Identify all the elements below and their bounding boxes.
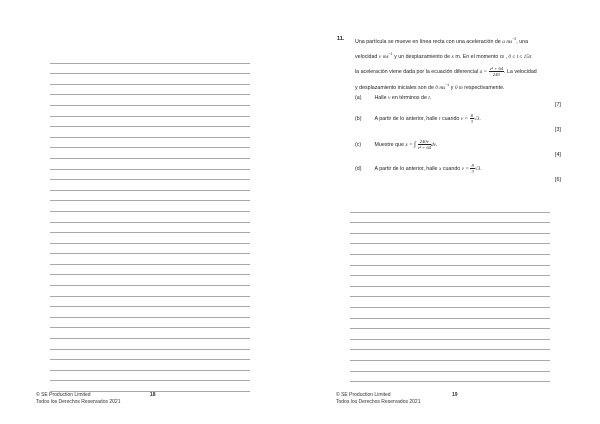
part-text: .	[480, 165, 482, 172]
stem-line-3	[355, 66, 565, 77]
answer-line	[50, 127, 250, 138]
fraction-denominator: 3	[471, 169, 474, 174]
stem-unit-ms: ms	[506, 38, 513, 45]
part-d	[355, 163, 482, 174]
answer-line	[50, 64, 250, 75]
part-var: x =	[405, 141, 413, 148]
stem-text: y desplazamiento iniciales son de	[355, 84, 434, 91]
part-text: .	[435, 141, 438, 148]
right-footer	[336, 392, 421, 406]
stem-text: Una partícula se mueve en línea recta con una aceleración de	[355, 38, 501, 45]
part-text: cuando	[441, 115, 460, 122]
marks-b: [3]	[555, 127, 561, 133]
answer-line	[350, 361, 550, 372]
left-footer-rights: Todos los Derechos Reservados 2021	[36, 399, 121, 405]
answer-line	[350, 244, 550, 255]
answer-line	[50, 297, 250, 308]
stem-text: m. En el momento	[455, 53, 499, 60]
answer-line	[50, 201, 250, 212]
answer-line	[50, 318, 250, 329]
answer-line	[50, 223, 250, 234]
exponent: −1	[445, 82, 450, 87]
marks-a: [7]	[555, 102, 561, 108]
part-label: (b)	[355, 115, 362, 122]
question-stem	[355, 36, 565, 96]
answer-line	[50, 85, 250, 96]
answer-line	[50, 138, 250, 149]
answer-line	[50, 95, 250, 106]
answer-line	[50, 106, 250, 117]
fraction-numerator: v² + 64	[489, 65, 504, 71]
answer-line	[350, 266, 550, 277]
stem-var-a: a	[502, 38, 505, 45]
stem-var-x: x	[451, 53, 454, 60]
answer-line	[50, 148, 250, 159]
stem-line-1	[355, 36, 565, 46]
answer-line	[50, 360, 250, 371]
stem-text: la aceleración viene dada por la ecuación diferencial	[355, 68, 479, 75]
left-page-number: 18	[150, 392, 156, 398]
part-var: t	[438, 115, 441, 122]
stem-text: y	[450, 84, 454, 91]
exponent: −2	[512, 37, 517, 41]
answer-line	[50, 254, 250, 265]
right-page-number: 19	[452, 392, 458, 398]
stem-fraction	[489, 66, 504, 77]
stem-unit-ms: ms	[382, 53, 389, 60]
right-footer-copyright: © SE Production Limited	[336, 392, 391, 398]
stem-initial-x: 0 m	[454, 84, 463, 91]
stem-equation-lhs: a =	[479, 68, 488, 75]
answer-line	[350, 350, 550, 361]
answer-line	[350, 308, 550, 319]
stem-text: respectivamente.	[464, 84, 505, 91]
answer-line	[50, 159, 250, 170]
answer-line	[50, 170, 250, 181]
part-text: A partir de lo anterior, halle	[374, 115, 438, 122]
left-footer-copyright: © SE Production Limited	[36, 392, 91, 398]
part-var: v =	[460, 115, 469, 122]
part-radical: √3	[473, 115, 480, 122]
part-text: .	[479, 115, 481, 122]
stem-text: . La velocidad	[504, 68, 537, 75]
answer-line	[50, 74, 250, 85]
answer-line	[50, 328, 250, 339]
part-a	[355, 95, 431, 102]
part-var: x	[438, 165, 442, 172]
part-text: cuando	[442, 165, 461, 172]
exponent: −1	[388, 51, 393, 56]
answer-line	[350, 319, 550, 330]
answer-line	[350, 202, 550, 213]
fraction-denominator: 3	[470, 119, 473, 124]
stem-var-t: t	[499, 53, 502, 60]
stem-domain: 0 ≤ t ≤ 15π	[508, 53, 532, 60]
part-text: en términos de	[391, 95, 427, 101]
part-fraction	[418, 139, 431, 150]
part-text: .	[429, 95, 432, 101]
part-radical: √3	[474, 165, 481, 172]
answer-line	[350, 213, 550, 224]
answer-line	[50, 244, 250, 255]
right-footer-rights: Todos los Derechos Reservados 2021	[336, 399, 421, 405]
answer-line	[350, 255, 550, 266]
stem-text: , una	[516, 38, 529, 45]
stem-var-v: v	[378, 53, 382, 60]
fraction-denominator: 240	[492, 71, 500, 77]
answer-line	[50, 275, 250, 286]
part-label: (c)	[355, 141, 362, 148]
answer-line	[50, 339, 250, 350]
stem-initial-v: 0 ms	[435, 84, 446, 91]
answer-line	[50, 307, 250, 318]
part-var: t	[428, 95, 430, 101]
integral-sign: ∫	[414, 139, 417, 148]
stem-line-2	[355, 51, 565, 61]
fraction-numerator: 8	[470, 113, 473, 118]
left-footer	[36, 392, 121, 406]
answer-line	[50, 53, 250, 64]
answer-line	[50, 286, 250, 297]
part-text: A partir de lo anterior, halle	[374, 165, 438, 172]
answer-line	[350, 329, 550, 340]
fraction-numerator: 8	[471, 163, 474, 168]
fraction-numerator: 240v	[418, 139, 431, 145]
answer-line	[50, 191, 250, 202]
answer-line	[350, 340, 550, 351]
answer-line	[350, 276, 550, 287]
part-label: (d)	[355, 165, 362, 172]
answer-line	[50, 117, 250, 128]
answer-line	[350, 234, 550, 245]
part-differential: dv	[430, 141, 436, 148]
part-b	[355, 113, 481, 124]
stem-text: velocidad	[355, 53, 378, 60]
part-text: Muestre que	[374, 141, 404, 148]
answer-line	[50, 381, 250, 392]
stem-text: y un desplazamiento de	[394, 53, 451, 60]
answer-line	[50, 212, 250, 223]
part-var: v	[388, 95, 391, 101]
answer-line	[350, 287, 550, 298]
stem-line-4	[355, 82, 565, 92]
part-label: (a)	[355, 95, 362, 101]
part-var: v =	[461, 165, 469, 172]
answer-line	[50, 180, 250, 191]
left-answer-lines	[50, 53, 250, 392]
right-answer-lines	[350, 202, 550, 382]
question-number: 11.	[337, 36, 345, 42]
answer-line	[350, 223, 550, 234]
fraction-denominator: v² + 64	[417, 145, 431, 150]
answer-line	[50, 350, 250, 361]
answer-line	[350, 372, 550, 383]
answer-line	[50, 265, 250, 276]
stem-text: s ,	[501, 53, 507, 60]
part-text: Halle	[374, 95, 387, 101]
marks-c: [4]	[555, 152, 561, 158]
answer-line	[350, 297, 550, 308]
answer-line	[50, 371, 250, 382]
marks-d: [6]	[555, 177, 561, 183]
part-c	[355, 139, 437, 150]
answer-line	[50, 233, 250, 244]
